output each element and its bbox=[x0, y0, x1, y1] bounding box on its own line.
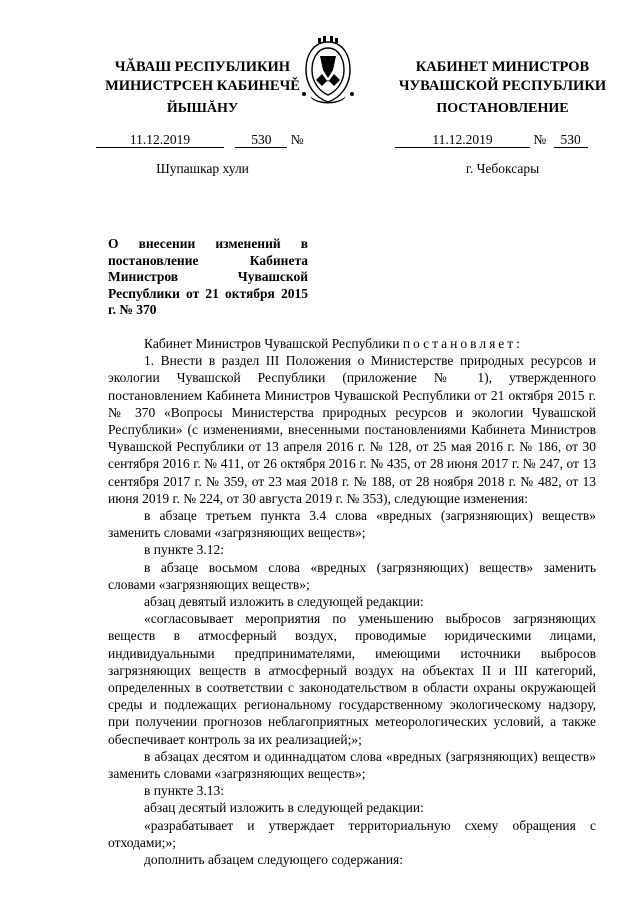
right-date-number-line bbox=[395, 132, 588, 148]
left-number: 530 bbox=[235, 133, 287, 148]
header-left bbox=[95, 58, 310, 96]
right-number: 530 bbox=[554, 133, 588, 148]
body-paragraph: в пункте 3.13: bbox=[144, 783, 224, 799]
body-paragraph: в абзаце третьем пункта 3.4 слова «вредных (загрязняющих) веществ» заменить словами «загрязняющих веществ»; bbox=[108, 508, 596, 541]
body-paragraph: дополнить абзацем следующего содержания: bbox=[144, 852, 404, 868]
left-date-number-line bbox=[96, 132, 304, 148]
left-number-sign: № bbox=[290, 132, 304, 147]
header-right-line2: ЧУВАШСКОЙ РЕСПУБЛИКИ bbox=[398, 78, 607, 94]
intro-prefix: Кабинет Министров Чувашской Республики bbox=[144, 336, 400, 351]
left-place: Шупашкар хули bbox=[156, 161, 249, 176]
body-paragraph: «разрабатывает и утверждает территориальную схему обращения с отходами;»; bbox=[108, 817, 596, 850]
body-paragraph: абзац десятый изложить в следующей редакции: bbox=[144, 800, 424, 816]
header-right-doc-type: ПОСТАНОВЛЕНИЕ bbox=[436, 101, 569, 116]
header-left-line1: ЧĂВАШ РЕСПУБЛИКИН bbox=[114, 59, 291, 75]
header-left-line2: МИНИСТРСЕН КАБИНЕЧĚ bbox=[105, 78, 300, 94]
body-paragraph: в абзаце восьмом слова «вредных (загрязняющих) веществ» заменить словами «загрязняющих веществ»; bbox=[108, 559, 596, 592]
document-subject: О внесении изменений в постановление Кабинета Министров Чувашской Республики от 21 октября 2015 г. № 370 bbox=[108, 236, 308, 317]
header-left-doc-type: ЙЫШĂНУ bbox=[166, 101, 239, 116]
intro-verb: постановляет: bbox=[402, 336, 523, 351]
coat-of-arms-emblem bbox=[296, 36, 360, 106]
intro-paragraph bbox=[108, 335, 596, 352]
body-paragraph: абзац девятый изложить в следующей редакции: bbox=[144, 594, 424, 610]
left-date: 11.12.2019 bbox=[96, 133, 224, 148]
right-number-sign: № bbox=[533, 132, 547, 147]
header-right bbox=[395, 58, 610, 96]
body-paragraph: «согласовывает мероприятия по уменьшению выбросов загрязняющих веществ в атмосферный воздух, проводимые юридическими лицами, индивидуальными предпринимателями, имеющими источники выбросов загрязняющих веществ в атмосферный воздух на объектах II и III категорий, определенных в соответствии с законодательством в области охраны окружающей среды и подлежащих региональному государственному экологическому надзору, при получении прогнозов неблагоприятных метеорологических условий, а также обеспечивает контроль за их реализацией;»; bbox=[108, 611, 596, 747]
header-right-line1: КАБИНЕТ МИНИСТРОВ bbox=[415, 59, 590, 75]
body-paragraph: в абзацах десятом и одиннадцатом слова «вредных (загрязняющих) веществ» заменить словами «загрязняющих веществ»; bbox=[108, 748, 596, 782]
right-place: г. Чебоксары bbox=[465, 161, 540, 176]
body-paragraph: в пункте 3.12: bbox=[144, 542, 224, 558]
right-date: 11.12.2019 bbox=[395, 133, 530, 148]
document-body bbox=[108, 335, 596, 868]
body-paragraph: 1. Внести в раздел III Положения о Министерстве природных ресурсов и экологии Чувашской Республики (приложение № 1), утвержденного постановлением Кабинета Министров Чувашской Республики от 21 октября 2015 г. № 370 «Вопросы Министерства природных ресурсов и экологии Чувашской Республики» (с изменениями, внесенными постановлениями Кабинета Министров Чувашской Республики от 13 апреля 2016 г. № 128, от 25 мая 2016 г. № 186, от 30 сентября 2016 г. № 411, от 26 октября 2016 г. № 435, от 28 июня 2017 г. № 247, от 13 сентября 2017 г. № 359, от 23 мая 2018 г. № 188, от 28 ноября 2018 г. № 482, от 13 июня 2019 г. № 224, от 30 августа 2019 г. № 353), следующие изменения: bbox=[108, 353, 596, 506]
